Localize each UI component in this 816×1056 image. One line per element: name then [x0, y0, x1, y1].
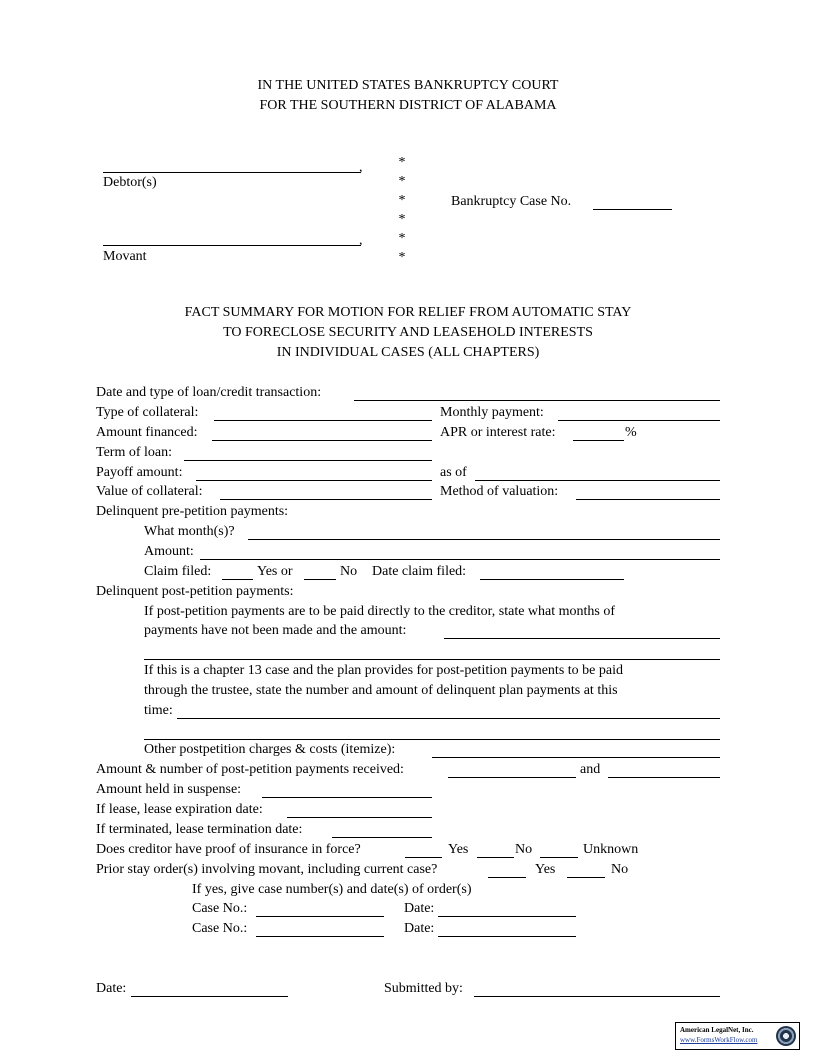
court-name-line1: IN THE UNITED STATES BANKRUPTCY COURT: [257, 78, 559, 93]
prior-stay-yes-field[interactable]: [488, 877, 526, 878]
method-valuation-label: Method of valuation:: [440, 484, 559, 499]
payoff-amount-label: Payoff amount:: [96, 465, 183, 480]
prior-stay-yes-label: Yes: [535, 862, 556, 877]
monthly-payment-field[interactable]: [558, 420, 720, 421]
claim-filed-yes-field[interactable]: [222, 579, 253, 580]
submitted-by-label: Submitted by:: [384, 981, 463, 996]
case-number-label: Bankruptcy Case No.: [451, 194, 572, 209]
amount-suspense-label: Amount held in suspense:: [96, 782, 242, 797]
apr-field[interactable]: [573, 440, 624, 441]
post-direct-text-1: If post-petition payments are to be paid directly to the creditor, state what months of: [144, 604, 616, 619]
logo-url-link[interactable]: www.FormsWorkFlow.com: [680, 1036, 758, 1044]
caption-star: *: [398, 155, 406, 170]
date-type-loan-field[interactable]: [354, 400, 720, 401]
amount-financed-field[interactable]: [212, 440, 432, 441]
as-of-field[interactable]: [475, 480, 720, 481]
insurance-unknown-label: Unknown: [583, 842, 639, 857]
claim-filed-no: No: [340, 564, 358, 579]
as-of-label: as of: [440, 465, 467, 480]
term-loan-field[interactable]: [184, 460, 432, 461]
ch13-text-3: time:: [144, 703, 173, 718]
payments-received-number-field[interactable]: [608, 777, 720, 778]
claim-filed-label: Claim filed:: [144, 564, 212, 579]
insurance-no-field[interactable]: [477, 857, 514, 858]
footer-date-field[interactable]: [131, 996, 288, 997]
lease-expiration-label: If lease, lease expiration date:: [96, 802, 263, 817]
ch13-field-2[interactable]: [144, 739, 720, 740]
what-months-label: What month(s)?: [144, 524, 235, 539]
debtor-comma: ,: [359, 160, 363, 175]
caption-star: *: [398, 250, 406, 265]
caption-star: *: [398, 231, 406, 246]
form-title-line2: TO FORECLOSE SECURITY AND LEASEHOLD INTERESTS: [223, 325, 593, 340]
order-date-2-field[interactable]: [438, 936, 576, 937]
logo-disc-icon: [776, 1026, 796, 1046]
case-number-field[interactable]: [593, 209, 672, 210]
caption-star: *: [398, 174, 406, 189]
percent-sign: %: [625, 425, 637, 440]
pre-amount-field[interactable]: [200, 559, 720, 560]
movant-comma: ,: [359, 233, 363, 248]
movant-name-line[interactable]: [103, 245, 361, 246]
apr-label: APR or interest rate:: [440, 425, 556, 440]
american-legalnet-logo[interactable]: [675, 1022, 800, 1050]
debtor-label: Debtor(s): [103, 175, 157, 190]
logo-company-text: American LegalNet, Inc.: [680, 1026, 754, 1034]
ch13-text-1: If this is a chapter 13 case and the plan provides for post-petition payments to be paid: [144, 663, 623, 678]
value-collateral-label: Value of collateral:: [96, 484, 203, 499]
payments-received-and: and: [580, 762, 601, 777]
payments-received-label: Amount & number of post-petition payments received:: [96, 762, 404, 777]
prior-stay-no-field[interactable]: [567, 877, 605, 878]
amount-suspense-field[interactable]: [262, 797, 432, 798]
form-title-line3: IN INDIVIDUAL CASES (ALL CHAPTERS): [276, 345, 540, 360]
insurance-no-label: No: [515, 842, 533, 857]
order-date-2-label: Date:: [404, 921, 435, 936]
date-type-loan-label: Date and type of loan/credit transaction:: [96, 385, 322, 400]
ch13-field[interactable]: [177, 718, 720, 719]
method-valuation-field[interactable]: [576, 499, 720, 500]
caption-star: *: [398, 193, 406, 208]
amount-financed-label: Amount financed:: [96, 425, 198, 440]
insurance-yes-field[interactable]: [405, 857, 442, 858]
movant-label: Movant: [103, 249, 147, 264]
lease-expiration-field[interactable]: [287, 817, 432, 818]
court-name-line2: FOR THE SOUTHERN DISTRICT OF ALABAMA: [259, 98, 557, 113]
case-no-1-label: Case No.:: [192, 901, 248, 916]
post-direct-field[interactable]: [444, 638, 720, 639]
claim-filed-no-field[interactable]: [304, 579, 336, 580]
what-months-field[interactable]: [248, 539, 720, 540]
case-no-1-field[interactable]: [256, 916, 384, 917]
payoff-amount-field[interactable]: [196, 480, 432, 481]
post-direct-text-2: payments have not been made and the amount:: [144, 623, 407, 638]
monthly-payment-label: Monthly payment:: [440, 405, 544, 420]
delinquent-post-heading: Delinquent post-petition payments:: [96, 584, 294, 599]
case-no-2-field[interactable]: [256, 936, 384, 937]
if-yes-instructions: If yes, give case number(s) and date(s) of order(s): [192, 882, 472, 897]
delinquent-pre-heading: Delinquent pre-petition payments:: [96, 504, 289, 519]
other-charges-field[interactable]: [432, 757, 720, 758]
ch13-text-2: through the trustee, state the number and amount of delinquent plan payments at this: [144, 683, 618, 698]
lease-termination-label: If terminated, lease termination date:: [96, 822, 303, 837]
order-date-1-label: Date:: [404, 901, 435, 916]
type-collateral-field[interactable]: [214, 420, 432, 421]
value-collateral-field[interactable]: [220, 499, 432, 500]
order-date-1-field[interactable]: [438, 916, 576, 917]
pre-amount-label: Amount:: [144, 544, 194, 559]
other-charges-label: Other postpetition charges & costs (itemize):: [144, 742, 396, 757]
lease-termination-field[interactable]: [332, 837, 432, 838]
date-claim-filed-field[interactable]: [480, 579, 624, 580]
caption-star: *: [398, 212, 406, 227]
date-claim-filed-label: Date claim filed:: [372, 564, 467, 579]
insurance-question: Does creditor have proof of insurance in force?: [96, 842, 361, 857]
case-no-2-label: Case No.:: [192, 921, 248, 936]
form-title-line1: FACT SUMMARY FOR MOTION FOR RELIEF FROM AUTOMATIC STAY: [184, 305, 632, 320]
term-loan-label: Term of loan:: [96, 445, 172, 460]
footer-date-label: Date:: [96, 981, 127, 996]
prior-stay-no-label: No: [611, 862, 629, 877]
post-direct-field-2[interactable]: [144, 659, 720, 660]
prior-stay-question: Prior stay order(s) involving movant, including current case?: [96, 862, 438, 877]
claim-filed-yes-or: Yes or: [257, 564, 293, 579]
insurance-unknown-field[interactable]: [540, 857, 578, 858]
payments-received-amount-field[interactable]: [448, 777, 576, 778]
submitted-by-field[interactable]: [474, 996, 720, 997]
insurance-yes-label: Yes: [448, 842, 469, 857]
debtor-name-line[interactable]: [103, 172, 361, 173]
type-collateral-label: Type of collateral:: [96, 405, 199, 420]
